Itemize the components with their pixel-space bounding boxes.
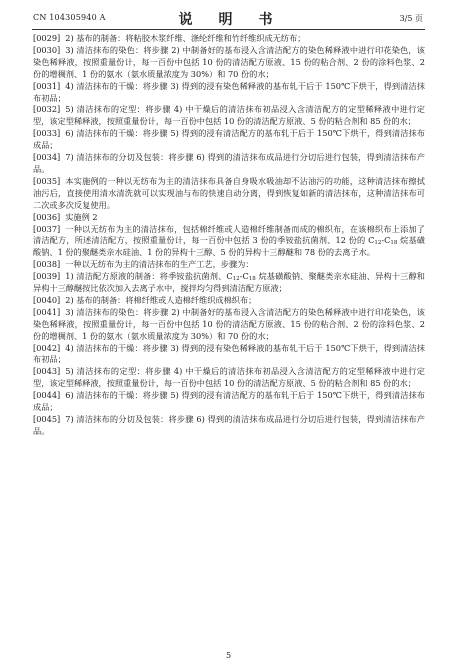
paragraph-number: [0044]	[33, 390, 61, 401]
paragraph-0045	[33, 414, 425, 438]
paragraph-number: [0040]	[33, 294, 61, 305]
paragraph-0040	[33, 295, 425, 307]
paragraph-number: [0034]	[33, 152, 61, 163]
patent-number: CN 104305940 A	[33, 13, 106, 22]
paragraph-text: 5) 清洁抹布的定型：将步骤 4) 中干燥后的清洁抹布初品浸入含清洁配方的定型稀释液中进行定型，该定型稀释液，按照重量份计，每一百份中包括 10 份的清洁配方原液、5 份的粘合剂和 85 份的水；	[33, 366, 425, 389]
paragraph-0038	[33, 259, 425, 271]
paragraph-text: 5) 清洁抹布的定型：将步骤 4) 中干燥后的清洁抹布初品浸入含清洁配方的定型稀释液中进行定型，该定型稀释液，按照重量份计，每一百份中包括 10 份的清洁配方原液、5 份的粘合剂和 85 份的水；	[33, 104, 425, 127]
section-heading: 实施例 2	[65, 211, 98, 222]
paragraph-text: 7) 清洁抹布的分切及包装：将步骤 6) 得到的清洁抹布成品进行分切后进行包装，得到清洁抹布产品。	[33, 152, 425, 174]
paragraph-number: [0043]	[33, 366, 61, 377]
document-body	[33, 33, 425, 438]
paragraph-number: [0031]	[33, 80, 61, 91]
paragraph-number: [0036]	[33, 211, 61, 222]
paragraph-text: 烷基磺酸钠、1 份的聚醚类亲水硅油、1 份的异构十三醇、5 份的异构十三醇醚和 78 份的去离子水。	[33, 235, 425, 258]
paragraph-text: 2) 基布的制备：将粘胶木浆纤维、涤纶纤维和竹纤维织成无纺布；	[65, 33, 306, 43]
subscript: 18	[390, 240, 398, 247]
page-number: 5	[225, 651, 232, 660]
paragraph-0030	[33, 45, 425, 81]
paragraph-number: [0029]	[33, 33, 61, 43]
paragraph-text: 一种以无纺布为主的清洁抹布，包括棉纤维或人造棉纤维制备而成的棉织布，在该棉织布上添加了清洁配方，所述清洁配方，按照重量份计，每一百份中包括 3 份的季铵盐抗菌剂、12 份的 C	[33, 223, 425, 246]
paragraph-number: [0041]	[33, 306, 61, 317]
paragraph-0043	[33, 366, 425, 390]
paragraph-number: [0039]	[33, 271, 61, 282]
paragraph-number: [0032]	[33, 104, 61, 115]
paragraph-text: 6) 清洁抹布的干燥：将步骤 5) 得到的浸有清洁配方的基布轧干后于 150℃下烘干，得到清洁抹布成品；	[33, 128, 425, 151]
paragraph-0029	[33, 33, 425, 45]
paragraph-0031	[33, 81, 425, 105]
paragraph-text: 3) 清洁抹布的染色：将步骤 2) 中制备好的基布浸入含清洁配方的染色稀释液中进行印花染色，该染色稀释液，按照重量份计，每一百份中包括 10 份的清洁配方原液、15 份的粘合剂、2 份的涂料色浆、2 份的增稠剂、1 份的氨水（氨水质量浓度为 30%）和 70 份的水；	[33, 44, 425, 79]
paragraph-number: [0042]	[33, 342, 61, 353]
page-indicator: 3/5 页	[399, 14, 423, 23]
paragraph-0042	[33, 343, 425, 367]
paragraph-number: [0035]	[33, 175, 61, 186]
paragraph-text: 本实施例的一种以无纺布为主的清洁抹布具备自身吸水吸油却不沾油污的功能，这种清洁抹布擦拭油污后，直接使用清水清洗就可以实现油与布的快速自动分离，得到恢复如新的清洁抹布，这种清洁抹布可二次或多次反复使用。	[33, 175, 425, 210]
subscript: 12	[232, 276, 240, 283]
paragraph-number: [0038]	[33, 259, 61, 270]
paragraph-text: 7) 清洁抹布的分切及包装：将步骤 6) 得到的清洁抹布成品进行分切后进行包装，得到清洁抹布产品。	[33, 414, 425, 436]
paragraph-text: 1) 清洁配方原液的制备：将季铵盐抗菌剂、C	[65, 271, 233, 282]
paragraph-0033	[33, 128, 425, 152]
document-title: 说 明 书	[178, 12, 279, 28]
header-divider	[32, 29, 425, 30]
subscript: 18	[248, 276, 256, 283]
paragraph-text: 4) 清洁抹布的干燥：将步骤 3) 得到的浸有染色稀释液的基布轧干后于 150℃下烘干，得到清洁抹布初品；	[33, 80, 425, 103]
paragraph-text: 一种以无纺布为主的清洁抹布的生产工艺，步骤为：	[65, 259, 254, 270]
paragraph-text: -C	[239, 271, 249, 282]
paragraph-0034	[33, 152, 425, 176]
paragraph-text: -C	[381, 235, 391, 246]
paragraph-number: [0037]	[33, 223, 61, 234]
paragraph-number: [0033]	[33, 128, 61, 139]
paragraph-number: [0030]	[33, 44, 61, 55]
paragraph-0039	[33, 271, 425, 295]
paragraph-0035	[33, 176, 425, 212]
subscript: 12	[374, 240, 382, 247]
paragraph-0036	[33, 212, 425, 224]
paragraph-0032	[33, 104, 425, 128]
paragraph-text: 2) 基布的制备：将棉纤维或人造棉纤维织成棉织布；	[65, 294, 257, 305]
paragraph-text: 3) 清洁抹布的染色：将步骤 2) 中制备好的基布浸入含清洁配方的染色稀释液中进行印花染色，该染色稀释液，按照重量份计，每一百份中包括 10 份的清洁配方原液、15 份的粘合剂、2 份的涂料色浆、2 份的增稠剂、1 份的氨水（氨水质量浓度为 30%）和 70 份的水；	[33, 306, 425, 341]
paragraph-number: [0045]	[33, 414, 61, 424]
paragraph-0037	[33, 224, 425, 260]
paragraph-0044	[33, 390, 425, 414]
paragraph-text: 4) 清洁抹布的干燥：将步骤 3) 得到的浸有染色稀释液的基布轧干后于 150℃下烘干，得到清洁抹布初品；	[33, 342, 425, 365]
paragraph-text: 烷基磺酸钠、聚醚类亲水硅油、异构十三醇和异构十三醇醚按比依次加入去离子水中，搅拌均匀得到清洁配方原液；	[33, 271, 425, 294]
paragraph-0041	[33, 307, 425, 343]
paragraph-text: 6) 清洁抹布的干燥：将步骤 5) 得到的浸有清洁配方的基布轧干后于 150℃下烘干，得到清洁抹布成品；	[33, 390, 425, 413]
